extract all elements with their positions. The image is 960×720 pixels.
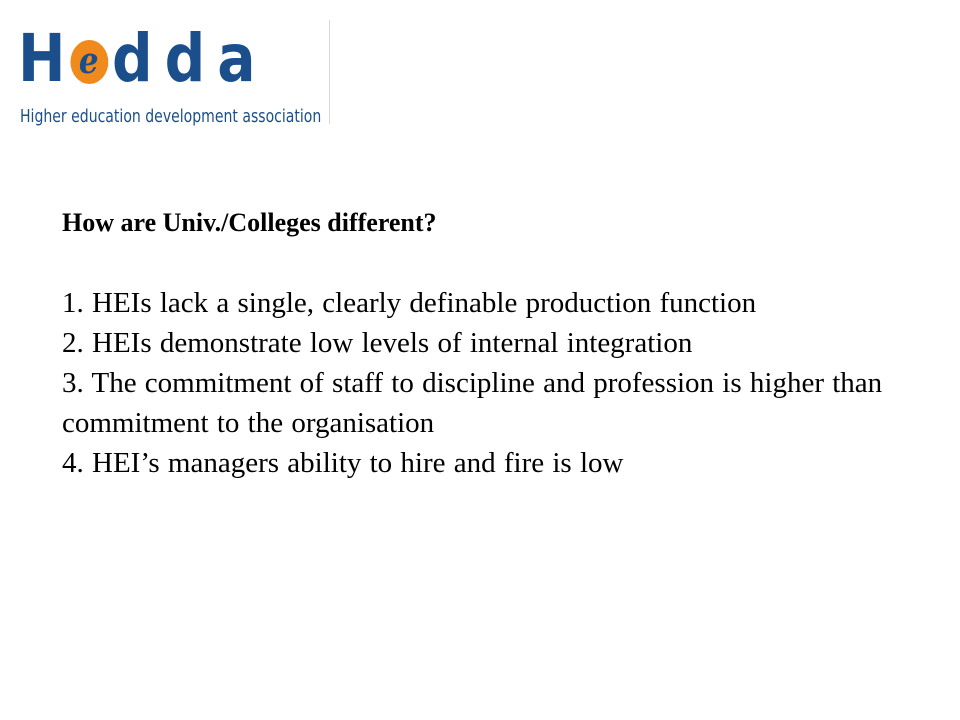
logo-e-circle-icon — [71, 40, 109, 84]
list-item: 1. HEIs lack a single, clearly definable production function — [62, 287, 757, 319]
logo-letter-d1: d — [111, 20, 155, 97]
list-item: 3. The commitment of staff to discipline and profession is higher than commitment to the organisation — [62, 367, 883, 439]
logo-wordmark — [18, 12, 258, 97]
list-item: 4. HEI’s managers ability to hire and fire is low — [62, 447, 624, 479]
slide-content — [62, 205, 922, 483]
slide-list — [62, 283, 922, 483]
logo-tagline: Higher education development association — [20, 106, 322, 127]
logo-letter-a: a — [217, 20, 258, 97]
slide-heading: How are Univ./Colleges different? — [62, 208, 437, 237]
list-item: 2. HEIs demonstrate low levels of internal integration — [62, 327, 693, 359]
logo-letter-e: e — [78, 40, 101, 82]
logo-letter-d2: d — [164, 20, 207, 97]
logo-divider — [329, 20, 330, 124]
hedda-logo — [18, 12, 330, 130]
logo-letter-h: H — [18, 20, 68, 97]
